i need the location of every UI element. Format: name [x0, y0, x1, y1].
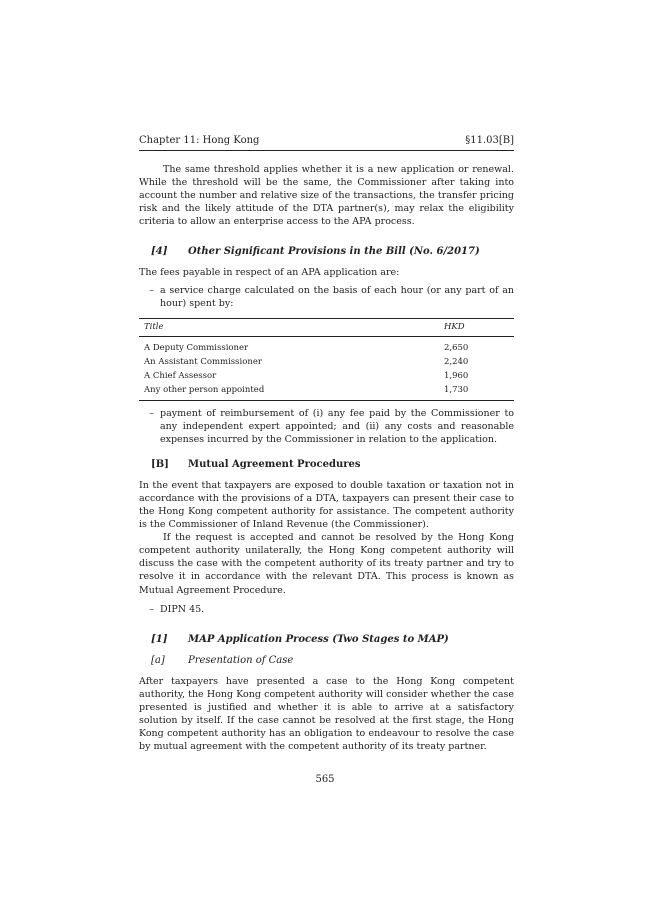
fee-table-header-hkd: HKD: [444, 318, 514, 336]
fees-bullet-service-charge: [139, 284, 514, 310]
fee-table-header-title: Title: [139, 318, 444, 336]
section-b-heading: [139, 458, 514, 471]
table-row: [139, 369, 514, 383]
table-cell-hkd: 1,730: [444, 383, 514, 400]
section-1-number: [1]: [151, 633, 168, 645]
bullet-text: payment of reimbursement of (i) any fee paid by the Commissioner to any independent expert appointed; and (ii) any costs and reasonable expenses incurred by the Commissioner in relation to the application.: [160, 407, 514, 445]
table-cell-title: An Assistant Commissioner: [144, 357, 262, 368]
dipn-bullet: [139, 603, 514, 616]
bullet-dash: –: [149, 284, 154, 296]
section-4-heading: [139, 245, 514, 258]
page-body: [139, 134, 514, 753]
fees-lead-paragraph: The fees payable in respect of an APA application are:: [139, 267, 400, 279]
table-cell-title: A Deputy Commissioner: [144, 342, 249, 353]
table-cell-title: Any other person appointed: [139, 383, 444, 400]
section-4-title: Other Significant Provisions in the Bill (No. 6/2017): [188, 246, 480, 258]
map-paragraph-1: In the event that taxpayers are exposed to double taxation or taxation not in accordance with the provisions of a DTA, taxpayers can present their case to the Hong Kong competent authority for assistance. The competent authority is the Commissioner of Inland Revenue (the Commissioner).: [139, 479, 514, 531]
table-row: [139, 383, 514, 400]
table-cell-title: A Chief Assessor: [144, 371, 217, 382]
table-row: [139, 355, 514, 369]
section-a-number: [a]: [151, 654, 165, 666]
running-head: [139, 134, 514, 151]
section-a-title: Presentation of Case: [188, 654, 294, 666]
bullet-dash: –: [149, 603, 154, 615]
bullet-dash: –: [149, 407, 154, 419]
fee-table: [139, 318, 514, 401]
intro-paragraph: The same threshold applies whether it is a new application or renewal. While the threshold will be the same, the Commissioner after taking into account the number and relative size of the transactions, the transfer pricing risk and the likely attitude of the DTA partner(s), may relax the eligibility criteria to allow an enterprise access to the APA process.: [139, 164, 514, 228]
section-4-number: [4]: [151, 246, 168, 258]
bullet-text: DIPN 45.: [160, 603, 205, 615]
section-b-number: [B]: [151, 458, 169, 470]
section-1-heading: [139, 633, 514, 646]
table-cell-hkd: 1,960: [444, 371, 469, 382]
table-cell-hkd: 2,650: [444, 342, 469, 353]
fee-table-header-row: [139, 318, 514, 336]
running-head-chapter: Chapter 11: Hong Kong: [139, 135, 260, 146]
section-a-heading: [139, 654, 514, 667]
running-head-section: §11.03[B]: [465, 135, 514, 146]
bullet-text: a service charge calculated on the basis of each hour (or any part of an hour) spent by:: [160, 284, 514, 309]
section-b-title: Mutual Agreement Procedures: [188, 458, 361, 470]
map-paragraph-2: If the request is accepted and cannot be resolved by the Hong Kong competent authority unilaterally, the Hong Kong competent authority will discuss the case with the competent authority of its treaty partner and try to resolve it in accordance with the relevant DTA. This process is known as Mutual Agreement Procedure.: [139, 532, 514, 596]
table-row: [139, 336, 514, 355]
presentation-paragraph: After taxpayers have presented a case to the Hong Kong competent authority, the Hong Kong competent authority will consider whether the case presented is justified and whether it is able to arrive at a satisfactory solution by itself. If the case cannot be resolved at the first stage, the Hong Kong competent authority has an obligation to endeavour to resolve the case by mutual agreement with the competent authority of its treaty partner.: [139, 675, 514, 753]
table-cell-hkd: 2,240: [444, 357, 469, 368]
section-1-title: MAP Application Process (Two Stages to MAP): [188, 633, 449, 645]
page-number: 565: [315, 774, 335, 785]
fees-bullet-reimbursement: [139, 407, 514, 446]
